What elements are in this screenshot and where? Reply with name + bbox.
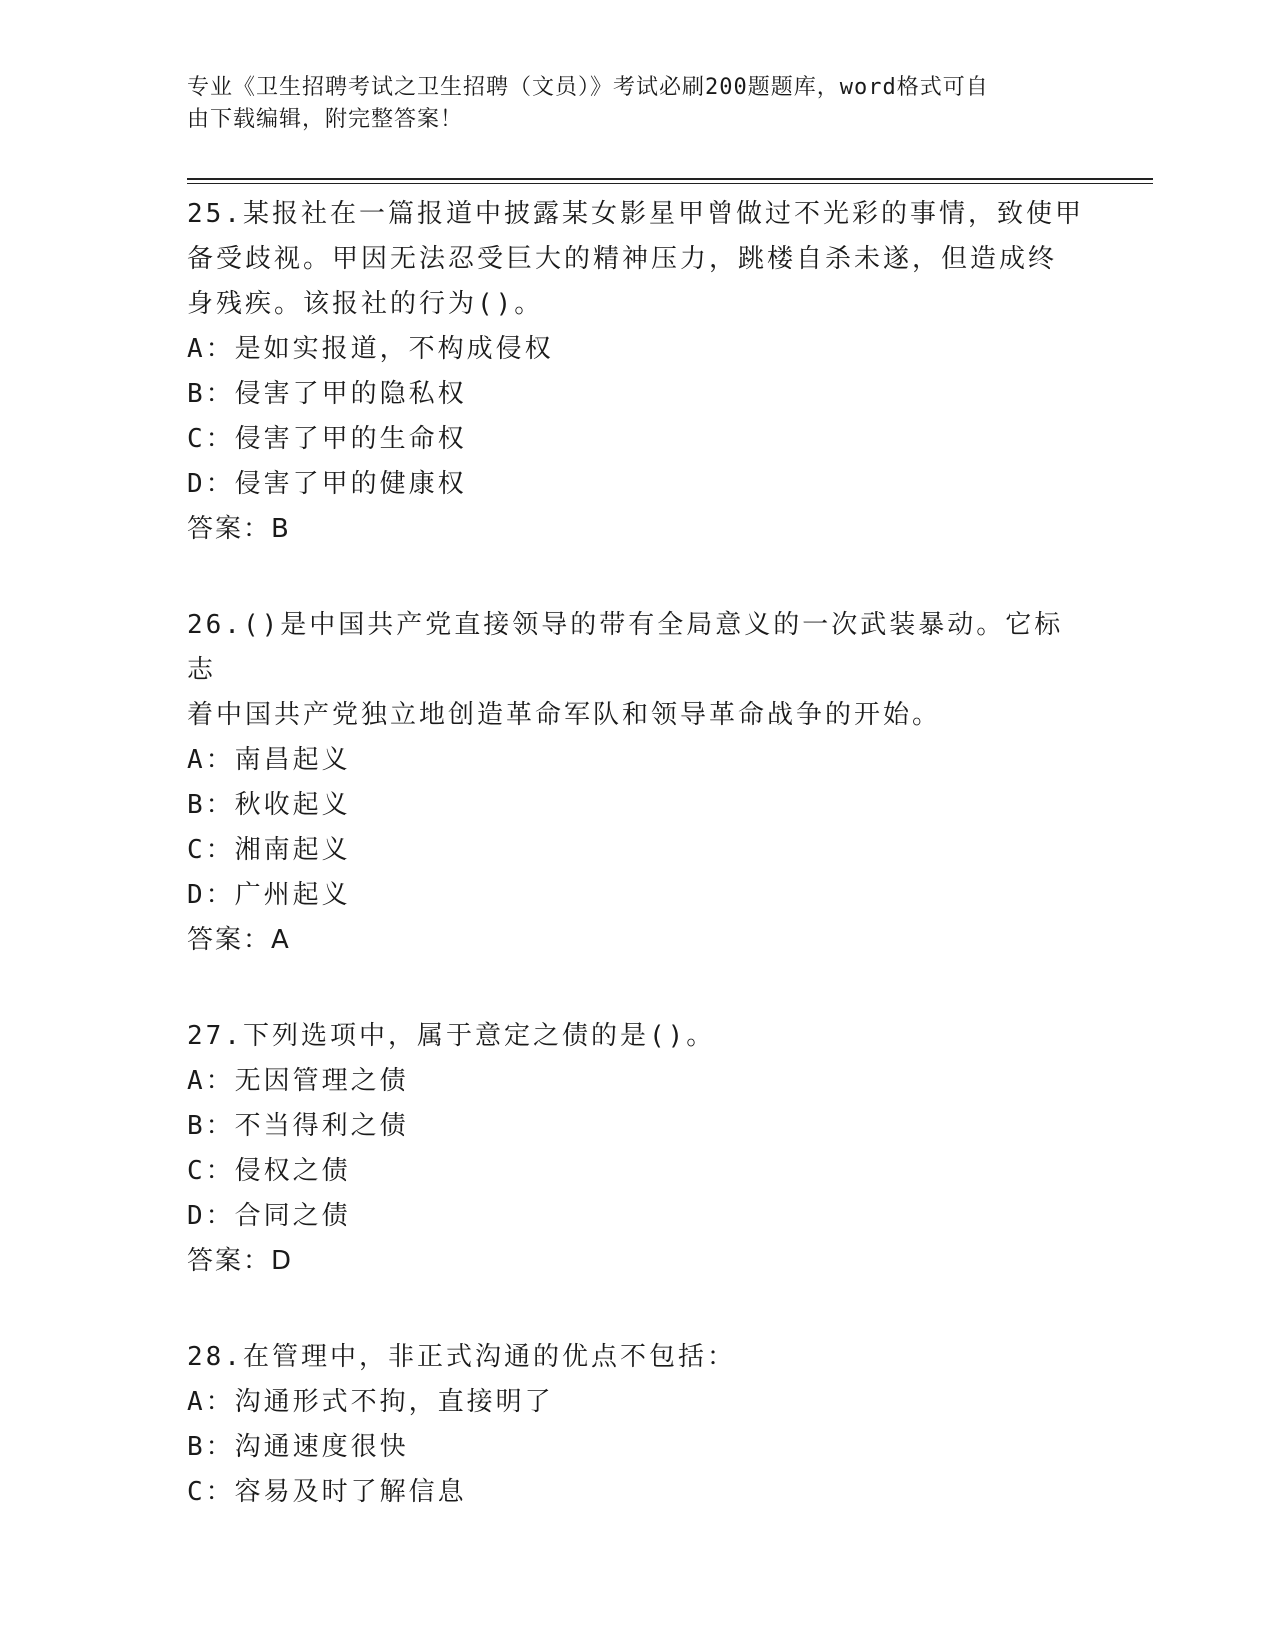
option-b: B：沟通速度很快 [187,1432,409,1462]
document-header [187,72,1087,136]
question-stem: 28.在管理中，非正式沟通的优点不包括： [187,1342,736,1372]
option-b: B：侵害了甲的隐私权 [187,379,467,409]
question-27 [187,1014,1087,1284]
header-divider-thick [187,178,1153,180]
header-line-2: 由下载编辑，附完整答案！ [187,107,464,132]
question-stem: 26.()是中国共产党直接领导的带有全局意义的一次武装暴动。它标志 着中国共产党独立地创造革命军队和领导革命战争的开始。 [187,610,1064,730]
question-stem: 25.某报社在一篇报道中披露某女影星甲曾做过不光彩的事情，致使甲 备受歧视。甲因无法忍受巨大的精神压力，跳楼自杀未遂，但造成终 身残疾。该报社的行为()。 [187,199,1084,319]
option-c: C：侵权之债 [187,1156,351,1186]
question-list [187,188,1087,1515]
option-a: A：是如实报道，不构成侵权 [187,334,554,364]
option-c: C：侵害了甲的生命权 [187,424,467,454]
header-line-1: 专业《卫生招聘考试之卫生招聘（文员）》考试必刷200题题库，word格式可自 [187,75,989,100]
option-c: C：湘南起义 [187,835,351,865]
option-a: A：南昌起义 [187,745,351,775]
option-a: A：无因管理之债 [187,1066,409,1096]
option-d: D：合同之债 [187,1201,351,1231]
answer: 答案：D [187,1246,294,1276]
answer: 答案：A [187,925,291,955]
question-28 [187,1335,1087,1515]
question-stem: 27.下列选项中，属于意定之债的是()。 [187,1021,716,1051]
question-26 [187,603,1087,963]
answer: 答案：B [187,514,291,544]
option-c: C：容易及时了解信息 [187,1477,467,1507]
option-b: B：不当得利之债 [187,1111,409,1141]
header-divider-thin [187,183,1153,184]
option-a: A：沟通形式不拘，直接明了 [187,1387,554,1417]
option-d: D：侵害了甲的健康权 [187,469,467,499]
option-b: B：秋收起义 [187,790,351,820]
question-25 [187,192,1087,552]
option-d: D：广州起义 [187,880,351,910]
